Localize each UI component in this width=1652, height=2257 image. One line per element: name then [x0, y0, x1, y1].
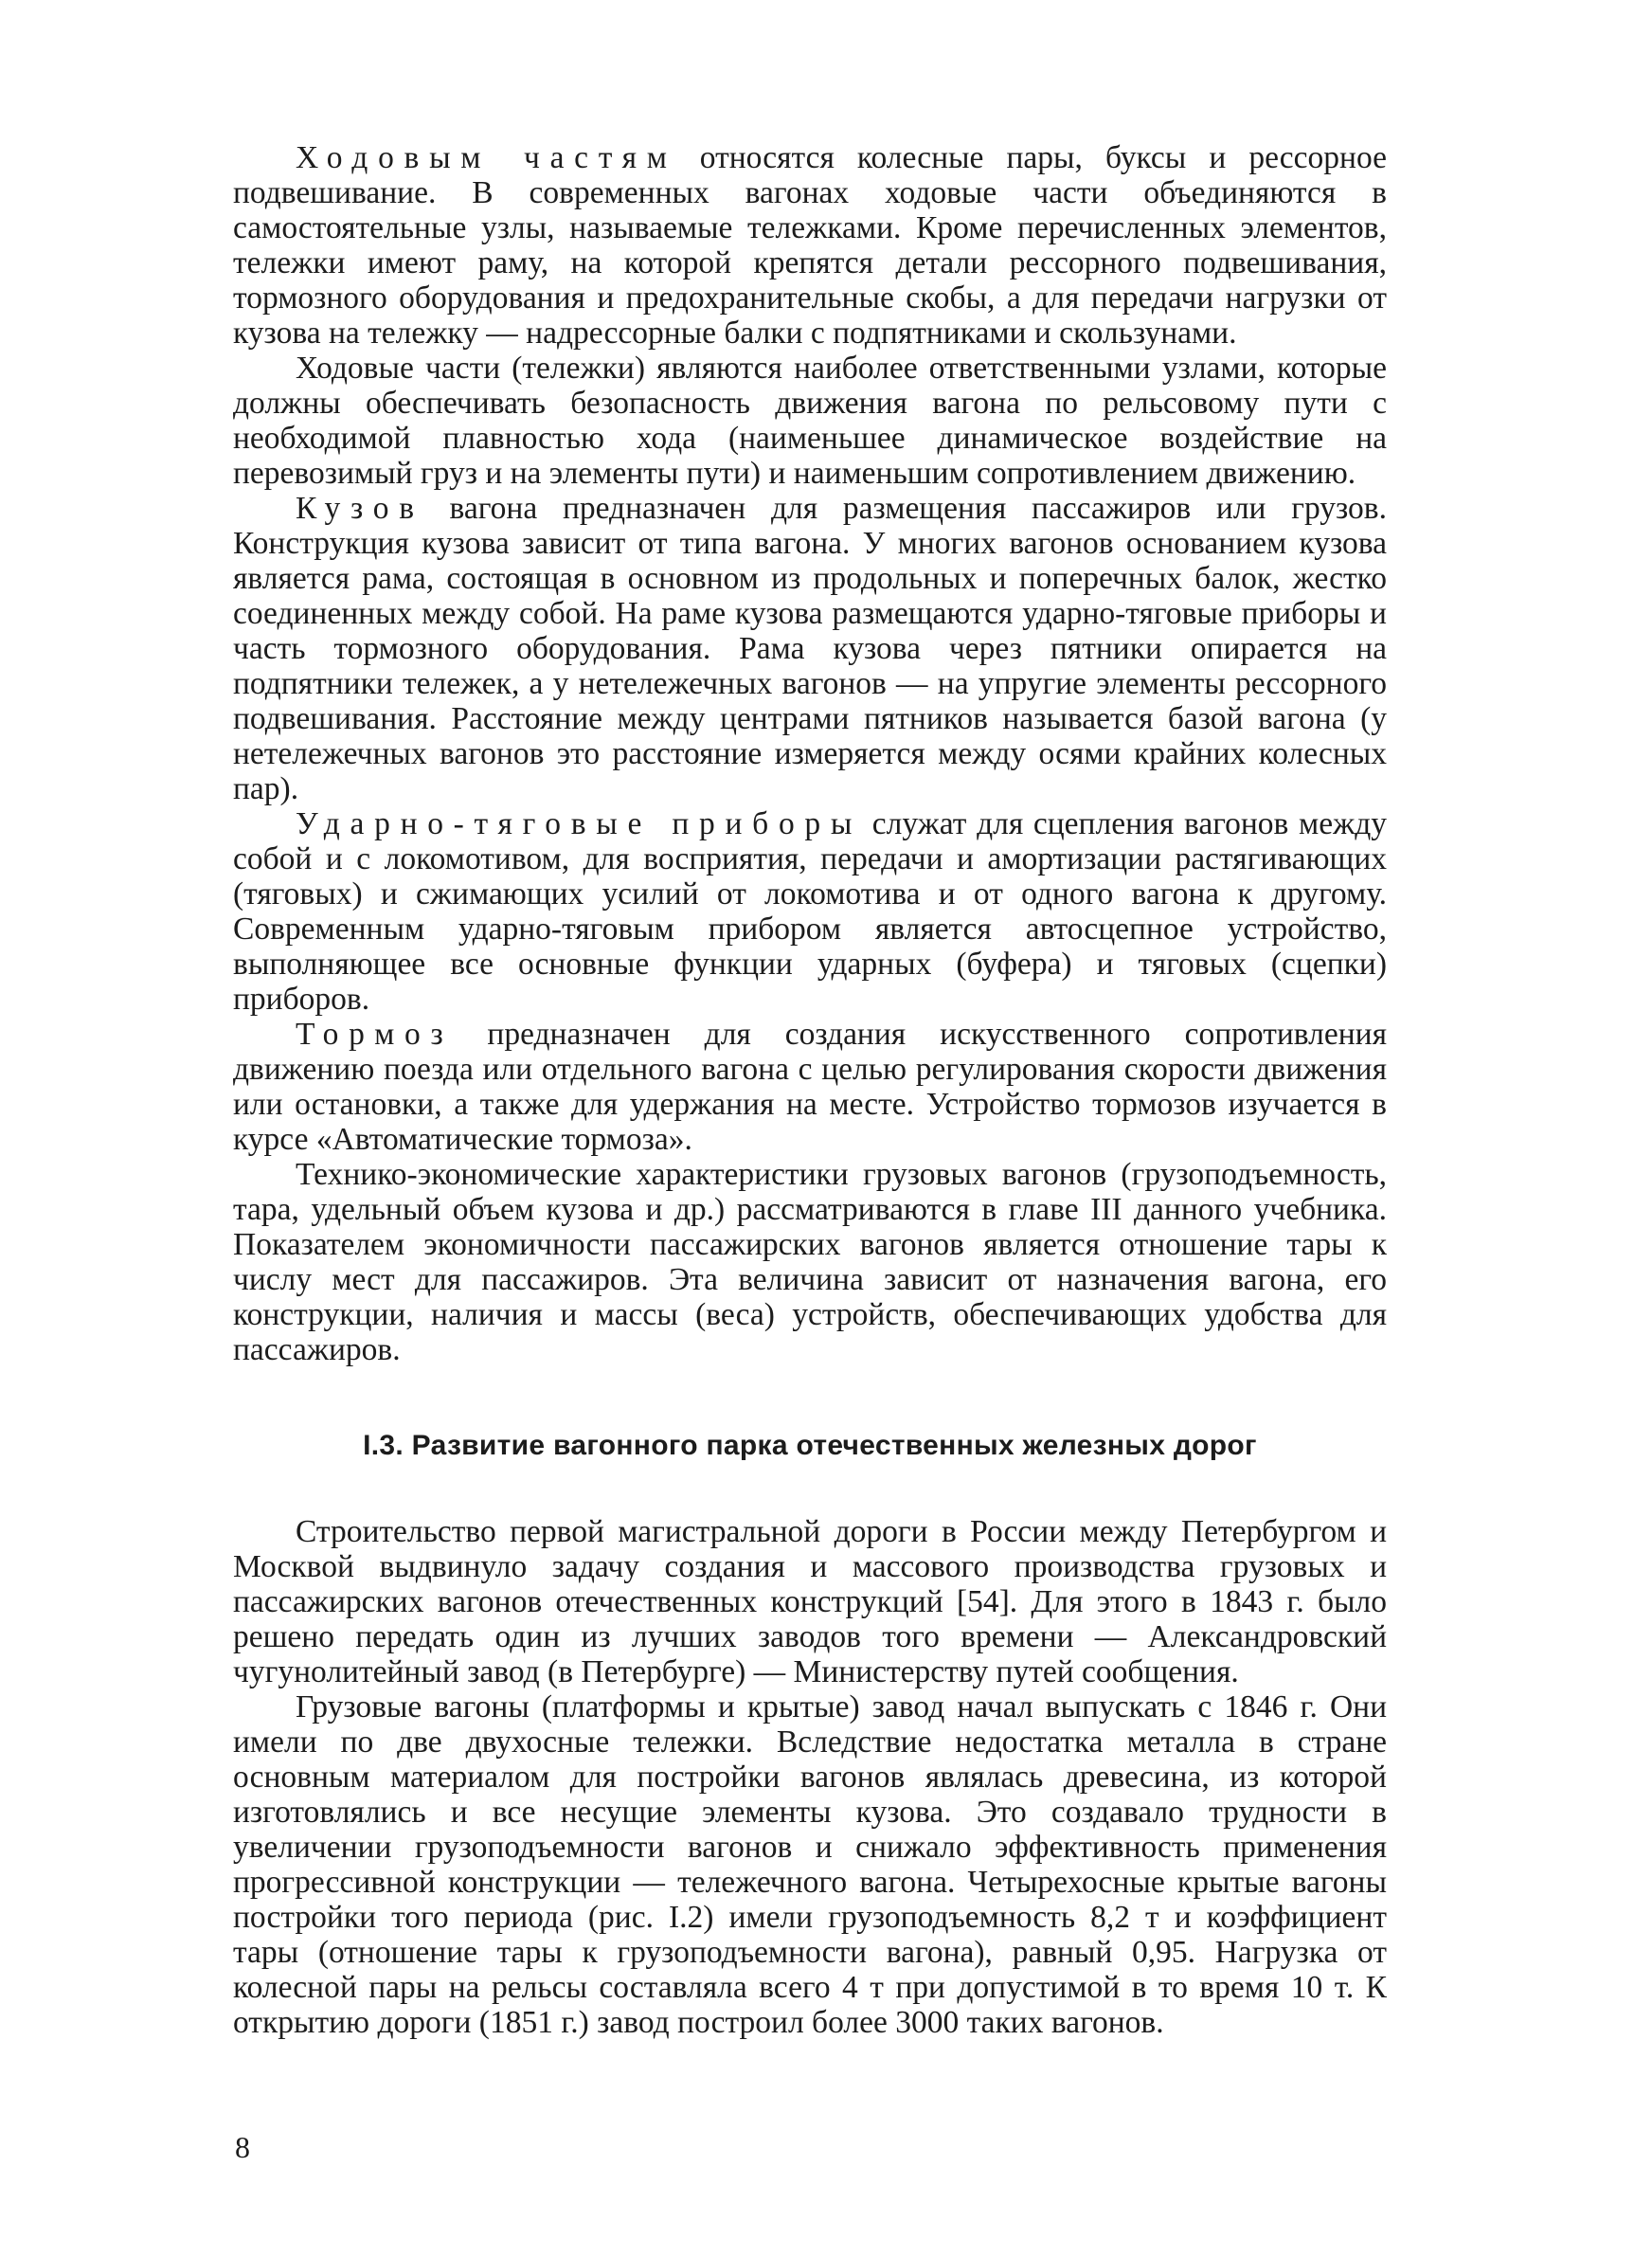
spaced-term: Ходовым частям [296, 140, 677, 175]
page-number: 8 [235, 2130, 250, 2164]
paragraph-text: относятся колесные пары, буксы и рессорное подвешивание. В современных вагонах ходовые части объединяются в самостоятельные узлы, называемые тележками. Кроме перечисленных элементов, тележки имеют раму, на которой крепятся детали рессорного подвешивания, тормозного оборудования и предохранительные скобы, а для передачи нагрузки от кузова на тележку — надрессорные балки с подпятниками и скользунами. [233, 140, 1387, 351]
paragraph-text: предназначен для создания искусственного сопротивления движению поезда или отдельного вагона с целью регулирования скорости движения или остановки, а также для удержания на месте. Устройство тормозов изучается в курсе «Автоматические тормоза». [233, 1017, 1387, 1157]
page-body [233, 140, 1387, 2040]
spaced-term: Кузов [296, 491, 424, 526]
paragraph-history-first-road: Строительство первой магистральной дороги в России между Петербургом и Москвой выдвинуло задачу создания и массового производства грузовых и пассажирских вагонов отечественных конструкций [54]. Для этого в 1843 г. было решено передать один из лучших заводов того времени — Александровский чугунолитейный завод (в Петербурге) — Министерству путей сообщения. [233, 1514, 1387, 1689]
paragraph-brake [233, 1017, 1387, 1157]
spaced-term: Ударно-тяговые приборы [296, 806, 863, 841]
spaced-term: Тормоз [296, 1017, 454, 1052]
paragraph-bogies: Ходовые части (тележки) являются наиболее ответственными узлами, которые должны обеспечивать безопасность движения вагона по рельсовому пути с необходимой плавностью хода (наименьшее динамическое воздействие на перевозимый груз и на элементы пути) и наименьшим сопротивлением движению. [233, 351, 1387, 491]
heading-spacer [233, 1463, 1387, 1514]
paragraph-text: вагона предназначен для размещения пассажиров или грузов. Конструкция кузова зависит от типа вагона. У многих вагонов основанием кузова является рама, состоящая в основном из продольных и поперечных балок, жестко соединенных между собой. На раме кузова размещаются ударно-тяговые приборы и часть тормозного оборудования. Рама кузова через пятники опирается на подпятники тележек, а у нетележечных вагонов — на упругие элементы рессорного подвешивания. Расстояние между центрами пятников называется базой вагона (у нетележечных вагонов это расстояние измеряется между осями крайних колесных пар). [233, 491, 1387, 806]
paragraph-history-freight-cars: Грузовые вагоны (платформы и крытые) завод начал выпускать с 1846 г. Они имели по две двухосные тележки. Вследствие недостатка металла в стране основным материалом для постройки вагонов являлась древесина, из которой изготовлялись и все несущие элементы кузова. Это создавало трудности в увеличении грузоподъемности вагонов и снижало эффективность применения прогрессивной конструкции — тележечного вагона. Четырехосные крытые вагоны постройки того периода (рис. I.2) имели грузоподъемность 8,2 т и коэффициент тары (отношение тары к грузоподъемности вагона), равный 0,95. Нагрузка от колесной пары на рельсы составляла всего 4 т при допустимой в то время 10 т. К открытию дороги (1851 г.) завод построил более 3000 таких вагонов. [233, 1689, 1387, 2040]
paragraph-draft-gear [233, 806, 1387, 1017]
paragraph-text: служат для сцепления вагонов между собой и с локомотивом, для восприятия, передачи и амортизации растягивающих (тяговых) и сжимающих усилий от локомотива и от одного вагона к другому. Современным ударно-тяговым прибором является автосцепное устройство, выполняющее все основные функции ударных (буфера) и тяговых (сцепки) приборов. [233, 806, 1388, 1017]
paragraph-running-gear [233, 140, 1387, 351]
section-heading: I.3. Развитие вагонного парка отечественных железных дорог [363, 1430, 1257, 1461]
paragraph-economics: Технико-экономические характеристики грузовых вагонов (грузоподъемность, тара, удельный объем кузова и др.) рассматриваются в главе III данного учебника. Показателем экономичности пассажирских вагонов является отношение тары к числу мест для пассажиров. Эта величина зависит от назначения вагона, его конструкции, наличия и массы (веса) устройств, обеспечивающих удобства для пассажиров. [233, 1157, 1387, 1367]
paragraph-car-body [233, 491, 1387, 806]
